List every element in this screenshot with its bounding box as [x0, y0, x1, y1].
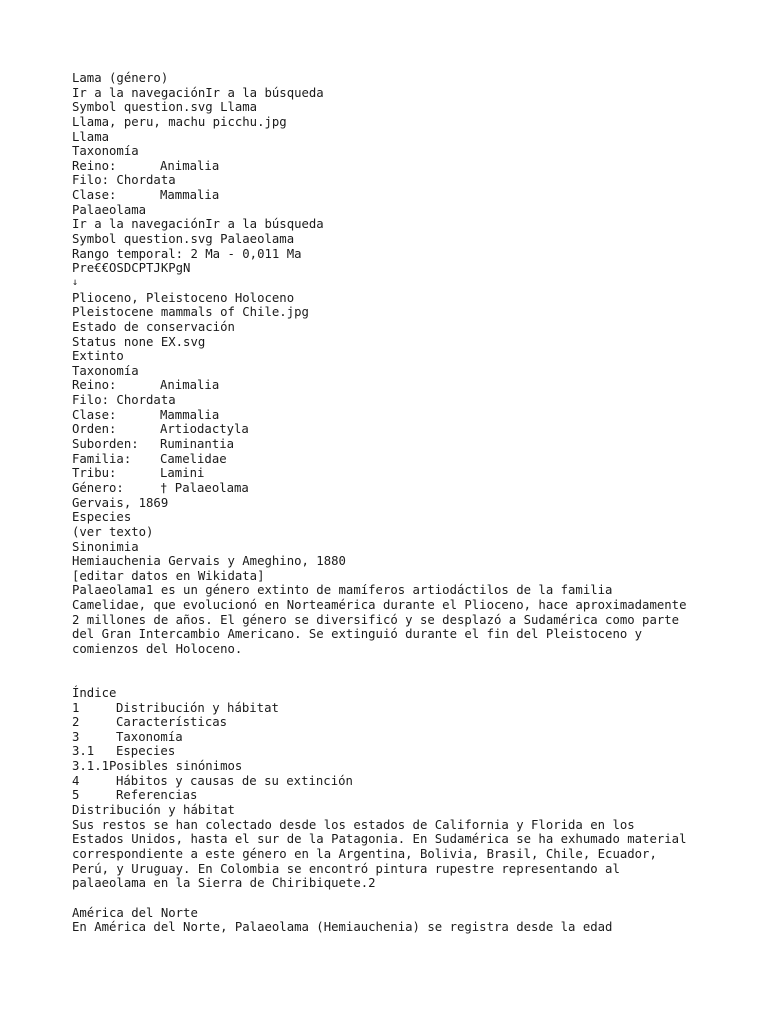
toc-number: 2 [72, 715, 80, 730]
taxonomy-value: Animalia [160, 158, 220, 173]
toc-item[interactable] [72, 744, 752, 759]
taxonomy-row [72, 408, 752, 423]
toc-number: 3 [72, 729, 80, 744]
article-title: Lama (género) [72, 71, 169, 85]
taxonomy-heading: Taxonomía [72, 144, 139, 159]
document-page [72, 71, 752, 935]
taxonomy-heading: Taxonomía [72, 363, 139, 378]
taxonomy-key: Suborden: [72, 437, 139, 452]
toc-item[interactable] [72, 774, 752, 789]
temporal-range: Rango temporal: 2 Ma - 0,011 Ma [72, 246, 302, 261]
taxonomy-key: Reino: [72, 158, 117, 173]
conservation-status: Extinto [72, 349, 124, 364]
taxonomy-row [72, 188, 752, 203]
toc-label: Referencias [116, 788, 198, 803]
toc-number: 3.1 [72, 744, 95, 759]
synonymy-heading: Sinonimia [72, 539, 139, 554]
synonym: Hemiauchenia Gervais y Ameghino, 1880 [72, 554, 346, 569]
intro-line: del Gran Intercambio Americano. Se extinguió durante el fin del Pleistoceno y [72, 627, 643, 642]
epoch-list: Plioceno, Pleistoceno Holoceno [72, 290, 295, 305]
toc-title: Índice [72, 685, 117, 700]
toc-label: Especies [116, 744, 176, 759]
taxonomy-value: Lamini [160, 466, 205, 481]
taxonomy-key: Filo: Chordata [72, 173, 176, 188]
paragraph-line: Estados Unidos, hasta el sur de la Patagonia. En Sudamérica se ha exhumado material [72, 832, 687, 847]
taxonomy-row [72, 466, 752, 481]
toc-label: Taxonomía [116, 729, 183, 744]
taxonomy-row [72, 481, 752, 496]
intro-line: 2 millones de años. El género se diversificó y se desplazó a Sudamérica como parte [72, 612, 680, 627]
taxonomy-row [72, 452, 752, 467]
toc-item[interactable] [72, 759, 752, 774]
toc-item[interactable] [72, 730, 752, 745]
image-caption: Symbol question.svg Palaeolama [72, 232, 295, 247]
taxonomy-key: Clase: [72, 407, 117, 422]
subsection-heading: América del Norte [72, 905, 198, 920]
toc-number: 3.1.1 [72, 759, 110, 774]
taxonomy-key: Orden: [72, 422, 117, 437]
taxonomy-value: Ruminantia [160, 437, 235, 452]
taxonomy-value: Camelidae [160, 451, 227, 466]
intro-line: Palaeolama1 es un género extinto de mamíferos artiodáctilos de la familia [72, 583, 613, 598]
taxonomy-value: Mammalia [160, 188, 220, 203]
edit-wikidata-link[interactable]: [editar datos en Wikidata] [72, 568, 265, 583]
paragraph-line: Sus restos se han colectado desde los estados de California y Florida en los [72, 817, 635, 832]
taxonomy-row [72, 378, 752, 393]
intro-line: Camelidae, que evolucionó en Norteamérica durante el Plioceno, hace aproximadamente [72, 598, 687, 613]
toc-number: 1 [72, 700, 80, 715]
taxonomy-value: Mammalia [160, 407, 220, 422]
paragraph-line: Perú, y Uruguay. En Colombia se encontró pintura rupestre representando al [72, 861, 620, 876]
section-heading: Distribución y hábitat [72, 803, 235, 818]
taxonomy-value: † Palaeolama [160, 480, 249, 495]
image-caption: Symbol question.svg Llama [72, 100, 258, 115]
image-filename: Pleistocene mammals of Chile.jpg [72, 305, 309, 320]
taxonomy-key: Tribu: [72, 466, 117, 481]
toc-item[interactable] [72, 715, 752, 730]
toc-label: Distribución y hábitat [116, 700, 279, 715]
taxonomy-value: Animalia [160, 378, 220, 393]
spacer [72, 671, 752, 686]
navigation-link-text: Ir a la navegaciónIr a la búsqueda [72, 217, 324, 232]
authority: Gervais, 1869 [72, 495, 169, 510]
taxonomy-row [72, 422, 752, 437]
paragraph-line: palaeolama en la Sierra de Chiribiquete.2 [72, 876, 376, 891]
intro-line: comienzos del Holoceno. [72, 641, 243, 656]
species-note: (ver texto) [72, 524, 154, 539]
infobox-caption: Llama [72, 129, 110, 144]
toc-label: Características [116, 715, 228, 730]
taxonomy-key: Familia: [72, 451, 132, 466]
down-arrow-icon: ↓ [72, 276, 79, 288]
geologic-period-codes: Pre€€OSDCPTJKPgN [72, 261, 191, 276]
toc-item[interactable] [72, 788, 752, 803]
taxonomy-key: Género: [72, 480, 124, 495]
spacer [72, 657, 752, 672]
navigation-link-text: Ir a la navegaciónIr a la búsqueda [72, 85, 324, 100]
taxonomy-key: Filo: Chordata [72, 393, 176, 408]
taxonomy-row [72, 393, 752, 408]
taxonomy-key: Reino: [72, 378, 117, 393]
toc-number: 5 [72, 788, 80, 803]
toc-label: Posibles sinónimos [109, 759, 243, 774]
species-heading: Especies [72, 510, 132, 525]
paragraph-line: correspondiente a este género en la Argentina, Bolivia, Brasil, Chile, Ecuador, [72, 846, 657, 861]
taxonomy-value: Artiodactyla [160, 422, 249, 437]
image-filename: Llama, peru, machu picchu.jpg [72, 114, 287, 129]
paragraph-line: En América del Norte, Palaeolama (Hemiauchenia) se registra desde la edad [72, 920, 613, 935]
toc-item[interactable] [72, 701, 752, 716]
toc-label: Hábitos y causas de su extinción [116, 773, 353, 788]
taxonomy-row [72, 159, 752, 174]
taxonomy-key: Clase: [72, 188, 117, 203]
status-image-filename: Status none EX.svg [72, 334, 206, 349]
taxonomy-row [72, 173, 752, 188]
taxonomy-row [72, 437, 752, 452]
spacer [72, 891, 752, 906]
toc-number: 4 [72, 773, 80, 788]
genus-heading: Palaeolama [72, 202, 147, 217]
conservation-heading: Estado de conservación [72, 319, 235, 334]
